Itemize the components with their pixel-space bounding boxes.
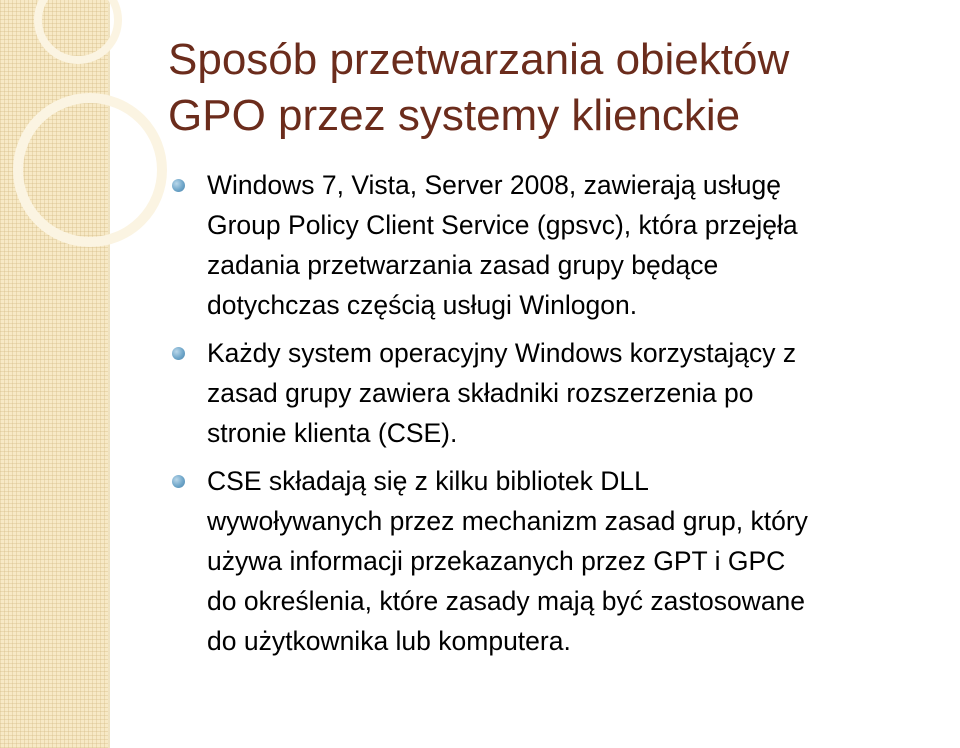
bullet-line: Każdy system operacyjny Windows korzystający z — [207, 338, 797, 368]
bullet-line: stronie klienta (CSE). — [207, 418, 458, 448]
bullet-line: Windows 7, Vista, Server 2008, zawierają usługę — [207, 170, 781, 200]
bullet-line: zadania przetwarzania zasad grupy będące — [207, 250, 719, 280]
bullet-dot-icon — [172, 475, 185, 488]
bullet-line: zasad grupy zawiera składniki rozszerzenia po — [207, 378, 754, 408]
decorative-circle-large — [18, 98, 162, 242]
bullet-line: Group Policy Client Service (gpsvc), która przejęła — [207, 210, 798, 240]
decorative-circle-small — [38, 0, 118, 60]
bullet-dot-icon — [172, 347, 185, 360]
bullet-line: do określenia, które zasady mają być zastosowane — [207, 586, 806, 616]
bullet-line: wywoływanych przez mechanizm zasad grup, który — [207, 506, 808, 536]
bullet-line: CSE składają się z kilku bibliotek DLL — [207, 466, 649, 496]
bullet-line: do użytkownika lub komputera. — [207, 626, 571, 656]
slide-title — [168, 32, 948, 144]
bullet-dot-icon — [172, 179, 185, 192]
title-line-1: Sposób przetwarzania obiektów — [168, 35, 790, 84]
bullet-item-cse-dll — [168, 461, 958, 661]
bullet-item-gpsvc — [168, 165, 958, 325]
bullet-item-cse — [168, 333, 958, 453]
title-line-2: GPO przez systemy klienckie — [168, 91, 741, 140]
bullet-line: używa informacji przekazanych przez GPT i GPC — [207, 546, 786, 576]
bullet-list — [168, 165, 958, 669]
bullet-line: dotychczas częścią usługi Winlogon. — [207, 290, 638, 320]
